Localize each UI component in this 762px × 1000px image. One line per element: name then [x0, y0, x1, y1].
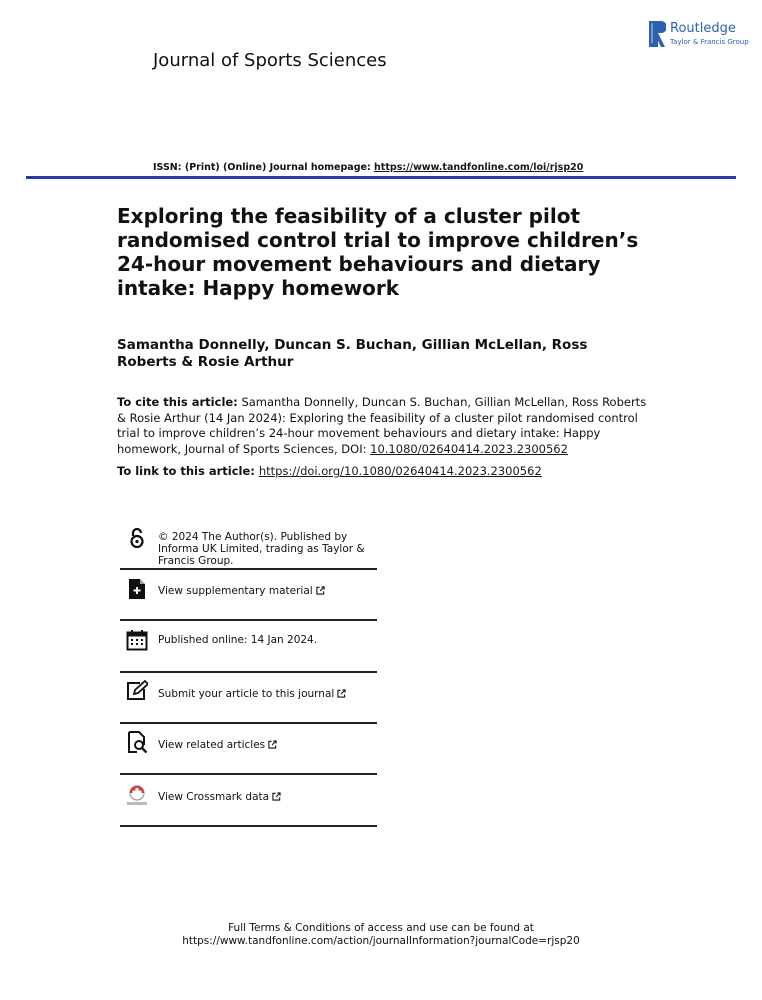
submit-link[interactable] — [158, 688, 382, 700]
related-label: View related articles — [158, 739, 266, 751]
external-link-icon — [316, 586, 325, 595]
routledge-logo-icon — [648, 20, 666, 48]
header-divider — [26, 176, 736, 179]
external-link-icon — [268, 740, 277, 749]
published-date: Published online: 14 Jan 2024. — [158, 634, 318, 646]
publisher-logo[interactable] — [648, 20, 748, 50]
footer — [0, 922, 762, 948]
journal-homepage-link[interactable]: https://www.tandfonline.com/loi/rjsp20 — [374, 162, 584, 173]
issn-line — [153, 162, 583, 173]
copyright-text: © 2024 The Author(s). Published by Informa UK Limited, trading as Taylor & Francis Group. — [158, 531, 365, 567]
footer-terms-text: Full Terms & Conditions of access and use can be found at — [228, 922, 534, 934]
crossmark-row[interactable] — [120, 783, 377, 819]
related-link[interactable] — [158, 739, 382, 751]
supplementary-link[interactable] — [158, 585, 382, 597]
divider — [120, 773, 377, 775]
article-link-line — [117, 464, 542, 478]
citation-text: Samantha Donnelly, Duncan S. Buchan, Gillian McLellan, Ross Roberts & Rosie Arthur (14 Jan 2024): Exploring the feasibility of a cluster pilot randomised control trial to improve children’s 24-hour movement behaviours and dietary intake: Happy homework, Journal of Sports Sciences, DOI: — [117, 395, 647, 456]
published-row — [120, 629, 377, 665]
publisher-name: Routledge — [670, 21, 736, 36]
external-link-icon — [272, 792, 281, 801]
submit-row[interactable] — [120, 680, 377, 716]
file-add-icon — [126, 578, 148, 600]
publisher-group: Taylor & Francis Group — [670, 38, 749, 46]
author-list: Samantha Donnelly, Duncan S. Buchan, Gillian McLellan, Ross Roberts & Rosie Arthur — [117, 337, 588, 370]
edit-icon — [126, 680, 148, 702]
open-access-row — [120, 527, 377, 567]
external-link-icon — [337, 689, 346, 698]
article-doi-url[interactable]: https://doi.org/10.1080/02640414.2023.2300562 — [258, 464, 542, 478]
open-access-icon — [126, 527, 148, 549]
related-row[interactable] — [120, 731, 377, 767]
document-search-icon — [126, 731, 148, 753]
supplementary-row[interactable] — [120, 578, 377, 614]
article-title: Exploring the feasibility of a cluster pilot randomised control trial to improve children’s 24-hour movement behaviours and dietary intake: Happy homework — [117, 204, 639, 300]
divider — [120, 825, 377, 827]
doi-link[interactable]: 10.1080/02640414.2023.2300562 — [370, 441, 568, 456]
issn-label: ISSN: (Print) (Online) Journal homepage: — [153, 162, 375, 173]
link-label: To link to this article: — [117, 464, 259, 478]
crossmark-link[interactable] — [158, 791, 382, 803]
citation-block — [117, 395, 647, 457]
footer-terms-url[interactable]: https://www.tandfonline.com/action/journalInformation?journalCode=rjsp20 — [182, 935, 580, 947]
citation-label: To cite this article: — [117, 395, 238, 409]
divider — [120, 619, 377, 621]
journal-title: Journal of Sports Sciences — [153, 50, 387, 71]
supplementary-label: View supplementary material — [158, 585, 313, 597]
divider — [120, 671, 377, 673]
submit-label: Submit your article to this journal — [158, 688, 335, 700]
crossmark-icon — [126, 785, 148, 807]
calendar-icon — [126, 629, 148, 651]
divider — [120, 568, 377, 570]
divider — [120, 722, 377, 724]
crossmark-label: View Crossmark data — [158, 791, 270, 803]
